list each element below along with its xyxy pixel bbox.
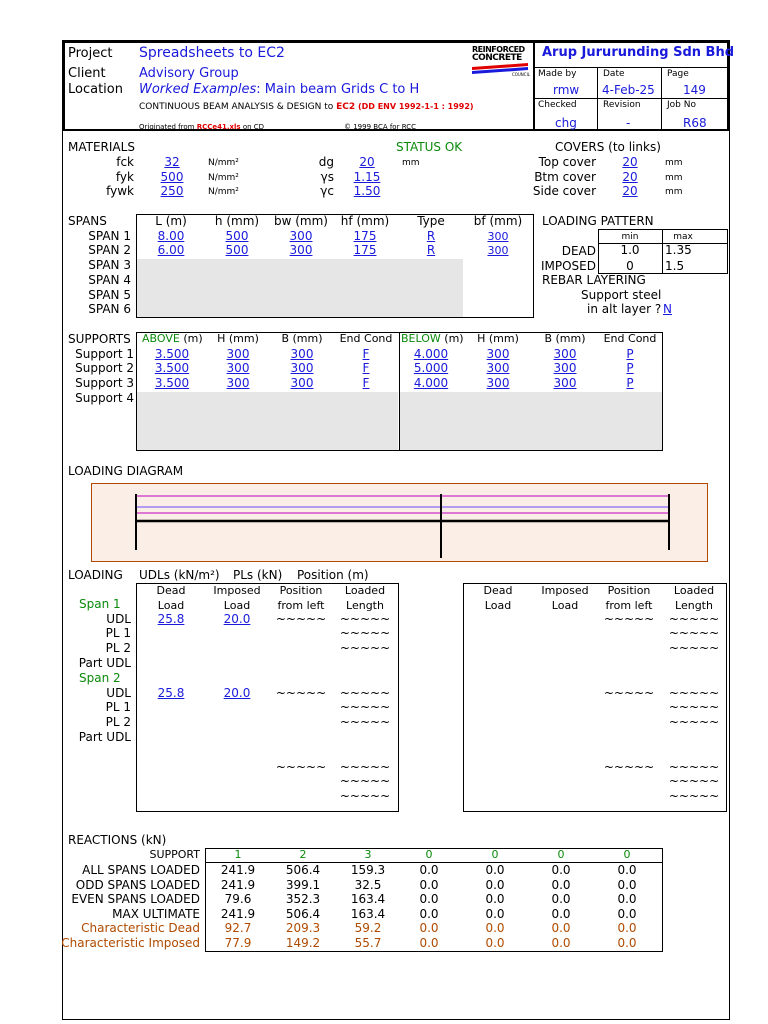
- reactions-cell: 0.0: [419, 863, 439, 877]
- reactions-support-number: 0: [425, 848, 433, 861]
- reactions-cell: 32.5: [354, 877, 382, 892]
- span-cell[interactable]: 300: [487, 244, 509, 257]
- reactions-support-number: 0: [557, 848, 565, 861]
- reactions-cell: 0.0: [551, 906, 571, 921]
- page-value: 149: [683, 83, 706, 97]
- tilde: ~~~~~: [339, 612, 391, 626]
- reactions-row-label: ALL SPANS LOADED: [82, 863, 200, 877]
- load-col-header: Loaded: [673, 584, 715, 597]
- span2-dead-udl[interactable]: 25.8: [157, 686, 185, 700]
- pl1-label: PL 1: [105, 626, 131, 640]
- reactions-cell: 149.2: [285, 936, 321, 950]
- support-cell[interactable]: 300: [290, 347, 314, 361]
- reactions-cell: 55.7: [354, 936, 382, 950]
- fck-unit: N/mm²: [208, 158, 239, 168]
- supports-header: H (mm): [477, 332, 519, 345]
- span-cell[interactable]: 300: [487, 230, 509, 243]
- reactions-cell: 241.9: [220, 906, 256, 921]
- load-col-header: Load: [484, 599, 512, 612]
- reactions-cell: 0.0: [551, 921, 571, 936]
- reactions-cell: 209.3: [285, 921, 321, 936]
- btm-cover-value[interactable]: 20: [622, 170, 638, 184]
- pl-header: PLs (kN): [233, 568, 283, 582]
- load-col-header: Position: [279, 584, 323, 597]
- support-cell[interactable]: 300: [226, 361, 250, 375]
- support-cell[interactable]: F: [362, 376, 370, 390]
- fywk-value[interactable]: 250: [160, 184, 184, 198]
- load-col-header: Position: [607, 584, 651, 597]
- reactions-cell: 0.0: [419, 921, 439, 936]
- reactions-cell: 0.0: [419, 877, 439, 892]
- span-cell[interactable]: R: [426, 229, 436, 243]
- project-label: Project: [68, 46, 113, 61]
- supports-header: B (mm): [281, 332, 323, 345]
- reactions-cell: 0.0: [617, 863, 637, 877]
- reactions-cell: 0.0: [485, 906, 505, 921]
- support-cell[interactable]: 300: [486, 376, 510, 390]
- span-1-label: Span 1: [79, 597, 121, 611]
- tilde: ~~~~~: [668, 774, 720, 788]
- tilde: ~~~~~: [275, 612, 327, 626]
- support-cell[interactable]: 300: [290, 361, 314, 375]
- analysis-title: CONTINUOUS BEAM ANALYSIS & DESIGN to EC2 (DD ENV 1992-1-1 : 1992): [139, 102, 474, 112]
- span-cell[interactable]: 8.00: [157, 229, 185, 243]
- span-2-label: Span 2: [79, 671, 121, 685]
- span1-dead-udl[interactable]: 25.8: [157, 612, 185, 626]
- tilde: ~~~~~: [275, 760, 327, 774]
- span2-imposed-udl[interactable]: 20.0: [223, 686, 251, 700]
- loading-title: LOADING: [68, 568, 123, 582]
- reactions-cell: 0.0: [485, 877, 505, 892]
- reactions-row-label: Characteristic Dead: [81, 921, 200, 936]
- spans-header: bw (mm): [274, 214, 328, 228]
- load-col-header: Load: [223, 599, 251, 612]
- yc-label: γc: [320, 184, 334, 198]
- supports-above-header: ABOVE (m): [142, 332, 203, 345]
- reactions-cell: 399.1: [285, 877, 321, 892]
- copyright: © 1999 BCA for RCC: [344, 123, 416, 131]
- spans-header: bf (mm): [473, 214, 523, 228]
- reactions-cell: 77.9: [224, 936, 252, 950]
- tilde: ~~~~~: [339, 789, 391, 803]
- support-cell[interactable]: P: [626, 376, 634, 390]
- load-col-header: Length: [675, 599, 713, 612]
- reactions-row-label: Characteristic Imposed: [61, 936, 200, 950]
- load-col-header: Load: [551, 599, 579, 612]
- side-cover-label: Side cover: [532, 184, 596, 198]
- span-cell[interactable]: R: [426, 243, 436, 257]
- side-cover-unit: mm: [665, 187, 683, 197]
- span-cell[interactable]: 175: [353, 243, 377, 257]
- support-cell[interactable]: 300: [226, 376, 250, 390]
- lp-dead-label: DEAD: [561, 244, 596, 258]
- spans-header: L (m): [155, 214, 187, 228]
- tilde: ~~~~~: [603, 760, 655, 774]
- udl-label: UDL: [106, 686, 131, 700]
- supports-header: End Cond: [603, 332, 657, 345]
- supports-header: H (mm): [217, 332, 259, 345]
- fck-value[interactable]: 32: [164, 155, 180, 169]
- span-label: SPAN 6: [88, 302, 131, 316]
- support-cell[interactable]: 4.000: [413, 347, 449, 361]
- lp-imposed-label: IMPOSED: [540, 259, 596, 273]
- spans-header: hf (mm): [340, 214, 390, 228]
- materials-title: MATERIALS: [68, 140, 135, 154]
- reactions-row-label: EVEN SPANS LOADED: [71, 892, 200, 907]
- fywk-unit: N/mm²: [208, 187, 239, 197]
- top-cover-value[interactable]: 20: [622, 155, 638, 169]
- status-ok: STATUS OK: [396, 140, 463, 154]
- load-col-header: from left: [605, 599, 653, 612]
- span-label: SPAN 4: [88, 273, 131, 287]
- part-udl-label: Part UDL: [78, 730, 131, 744]
- ys-value[interactable]: 1.15: [353, 170, 381, 184]
- dg-value[interactable]: 20: [359, 155, 375, 169]
- span-label: SPAN 2: [88, 243, 131, 257]
- reactions-cell: 0.0: [551, 892, 571, 907]
- support-cell[interactable]: 300: [553, 376, 577, 390]
- support-cell[interactable]: 300: [486, 361, 510, 375]
- support-cell[interactable]: 3.500: [154, 347, 190, 361]
- job-no-value: R68: [683, 116, 707, 130]
- reactions-cell: 0.0: [485, 921, 505, 936]
- span1-imposed-udl[interactable]: 20.0: [223, 612, 251, 626]
- reactions-cell: 0.0: [551, 936, 571, 950]
- fyk-label: fyk: [115, 170, 134, 184]
- location-label: Location: [68, 82, 123, 97]
- reactions-cell: 0.0: [419, 892, 439, 907]
- reactions-support-number: 3: [364, 848, 372, 861]
- support-label: Support 4: [75, 391, 134, 405]
- spans-header: Type: [417, 214, 445, 228]
- reactions-support-label: SUPPORT: [149, 848, 200, 861]
- rebar-layering-title: REBAR LAYERING: [542, 273, 646, 287]
- load-col-header: Imposed: [213, 584, 261, 597]
- origin-note: Originated from RCCe41.xls on CD: [139, 123, 265, 131]
- reactions-support-number: 0: [491, 848, 499, 861]
- support-cell[interactable]: 3.500: [154, 361, 190, 375]
- company-name: Arup Jururunding Sdn Bhd: [542, 45, 735, 60]
- span-label: SPAN 1: [88, 229, 131, 243]
- udl-label: UDL: [106, 612, 131, 626]
- supports-header: End Cond: [339, 332, 393, 345]
- date-value: 4-Feb-25: [602, 83, 655, 97]
- lp-dead-max: 1.35: [665, 243, 692, 257]
- supports-header: B (mm): [544, 332, 586, 345]
- reactions-support-number: 2: [299, 848, 307, 861]
- tilde: ~~~~~: [339, 700, 391, 714]
- support-cell[interactable]: P: [626, 361, 634, 375]
- reactions-cell: 0.0: [419, 906, 439, 921]
- top-cover-label: Top cover: [538, 155, 596, 169]
- fywk-label: fywk: [106, 184, 134, 198]
- client-label: Client: [68, 66, 106, 81]
- reactions-cell: 79.6: [224, 892, 252, 907]
- support-cell[interactable]: F: [362, 347, 370, 361]
- reactions-cell: 0.0: [419, 936, 439, 950]
- checked-value: chg: [555, 116, 577, 130]
- load-col-header: Dead: [483, 584, 513, 597]
- tilde: ~~~~~: [339, 641, 391, 655]
- load-col-header: Length: [346, 599, 384, 612]
- reactions-cell: 92.7: [224, 921, 252, 936]
- reactions-title: REACTIONS (kN): [68, 833, 167, 847]
- revision-label: Revision: [603, 100, 641, 110]
- support-cell[interactable]: 300: [290, 376, 314, 390]
- reactions-cell: 0.0: [485, 892, 505, 907]
- tilde: ~~~~~: [339, 774, 391, 788]
- reactions-cell: 0.0: [485, 936, 505, 950]
- spans-title: SPANS: [68, 214, 107, 228]
- tilde: ~~~~~: [668, 626, 720, 640]
- reactions-cell: 506.4: [285, 863, 321, 877]
- support-cell[interactable]: P: [626, 347, 634, 361]
- span-cell[interactable]: 500: [225, 229, 249, 243]
- spans-header: h (mm): [214, 214, 260, 228]
- location-value: Worked Examples: Main beam Grids C to H: [139, 82, 420, 97]
- tilde: ~~~~~: [339, 686, 391, 700]
- part-udl-label: Part UDL: [78, 656, 131, 670]
- pl2-label: PL 2: [105, 715, 131, 729]
- reactions-cell: 163.4: [350, 892, 386, 907]
- fyk-value[interactable]: 500: [160, 170, 184, 184]
- btm-cover-label: Btm cover: [534, 170, 596, 184]
- pl1-label: PL 1: [105, 700, 131, 714]
- made-by-label: Made by: [538, 69, 577, 79]
- fyk-unit: N/mm²: [208, 173, 239, 183]
- span-label: SPAN 3: [88, 258, 131, 272]
- support-steel-label: Support steel: [581, 288, 662, 302]
- lp-max-label: max: [673, 232, 693, 242]
- supports-below-header: BELOW (m): [401, 332, 464, 345]
- support-cell[interactable]: 4.000: [413, 376, 449, 390]
- tilde: ~~~~~: [668, 760, 720, 774]
- tilde: ~~~~~: [339, 715, 391, 729]
- span-cell[interactable]: 300: [289, 229, 313, 243]
- dg-unit: mm: [402, 158, 420, 168]
- reactions-cell: 0.0: [551, 877, 571, 892]
- support-label: Support 2: [75, 361, 134, 375]
- date-label: Date: [603, 69, 625, 79]
- reactions-cell: 506.4: [285, 906, 321, 921]
- ys-label: γs: [320, 170, 334, 184]
- reactions-cell: 352.3: [285, 892, 321, 907]
- tilde: ~~~~~: [668, 700, 720, 714]
- project-value: Spreadsheets to EC2: [139, 45, 285, 61]
- revision-value: -: [626, 116, 631, 130]
- support-cell[interactable]: F: [362, 361, 370, 375]
- support-cell[interactable]: 3.500: [154, 376, 190, 390]
- load-col-header: from left: [277, 599, 325, 612]
- load-col-header: Dead: [156, 584, 186, 597]
- tilde: ~~~~~: [668, 612, 720, 626]
- reactions-cell: 59.2: [354, 921, 382, 936]
- supports-title: SUPPORTS: [68, 332, 131, 346]
- reactions-cell: 0.0: [617, 906, 637, 921]
- tilde: ~~~~~: [339, 760, 391, 774]
- top-cover-unit: mm: [665, 158, 683, 168]
- lp-dead-min: 1.0: [620, 243, 640, 257]
- tilde: ~~~~~: [668, 686, 720, 700]
- span-cell[interactable]: 175: [353, 229, 377, 243]
- reactions-cell: 0.0: [617, 936, 637, 950]
- page-label: Page: [667, 69, 689, 79]
- reactions-cell: 0.0: [551, 863, 571, 877]
- tilde: ~~~~~: [668, 641, 720, 655]
- yc-value[interactable]: 1.50: [353, 184, 381, 198]
- reactions-cell: 241.9: [220, 877, 256, 892]
- reactions-cell: 163.4: [350, 906, 386, 921]
- tilde: ~~~~~: [668, 715, 720, 729]
- loading-diagram: [91, 483, 708, 563]
- reactions-cell: 0.0: [617, 877, 637, 892]
- client-value: Advisory Group: [139, 66, 239, 81]
- lp-imposed-max: 1.5: [665, 259, 685, 273]
- alt-layer-label: in alt layer ?: [587, 302, 662, 316]
- rcc-logo: REINFORCED CONCRETE COUNCIL: [472, 45, 530, 77]
- pl2-label: PL 2: [105, 641, 131, 655]
- checked-label: Checked: [538, 100, 577, 110]
- btm-cover-unit: mm: [665, 173, 683, 183]
- support-cell[interactable]: 300: [553, 347, 577, 361]
- alt-layer-value[interactable]: N: [663, 302, 672, 316]
- covers-title: COVERS (to links): [555, 140, 661, 154]
- support-cell[interactable]: 5.000: [413, 361, 449, 375]
- span-cell[interactable]: 6.00: [157, 243, 185, 257]
- lp-imposed-min: 0: [626, 259, 634, 273]
- load-col-header: Imposed: [541, 584, 589, 597]
- reactions-cell: 0.0: [617, 892, 637, 907]
- job-no-label: Job No: [667, 100, 696, 110]
- tilde: ~~~~~: [603, 612, 655, 626]
- tilde: ~~~~~: [668, 789, 720, 803]
- reactions-cell: 0.0: [485, 863, 505, 877]
- support-cell[interactable]: 300: [486, 347, 510, 361]
- reactions-row-label: ODD SPANS LOADED: [75, 877, 200, 892]
- loading-diagram-title: LOADING DIAGRAM: [68, 464, 184, 478]
- span-label: SPAN 5: [88, 288, 131, 302]
- fck-label: fck: [116, 155, 134, 169]
- load-col-header: Load: [157, 599, 185, 612]
- tilde: ~~~~~: [603, 686, 655, 700]
- reactions-cell: 0.0: [617, 921, 637, 936]
- made-by-value: rmw: [553, 83, 580, 97]
- span-cell[interactable]: 300: [289, 243, 313, 257]
- reactions-cell: 241.9: [220, 863, 256, 877]
- reactions-cell: 159.3: [350, 863, 386, 877]
- support-cell[interactable]: 300: [553, 361, 577, 375]
- reactions-row-label: MAX ULTIMATE: [112, 906, 200, 921]
- support-label: Support 1: [75, 347, 134, 361]
- lp-min-label: min: [621, 232, 639, 242]
- support-label: Support 3: [75, 376, 134, 390]
- position-header: Position (m): [297, 568, 369, 582]
- dg-label: dg: [318, 155, 334, 169]
- span-cell[interactable]: 500: [225, 243, 249, 257]
- loading-pattern-title: LOADING PATTERN: [542, 214, 654, 228]
- side-cover-value[interactable]: 20: [622, 184, 638, 198]
- load-col-header: Loaded: [344, 584, 386, 597]
- reactions-support-number: 1: [234, 848, 242, 861]
- tilde: ~~~~~: [339, 626, 391, 640]
- reactions-support-number: 0: [623, 848, 631, 861]
- tilde: ~~~~~: [275, 686, 327, 700]
- udl-header: UDLs (kN/m²): [139, 568, 220, 582]
- support-cell[interactable]: 300: [226, 347, 250, 361]
